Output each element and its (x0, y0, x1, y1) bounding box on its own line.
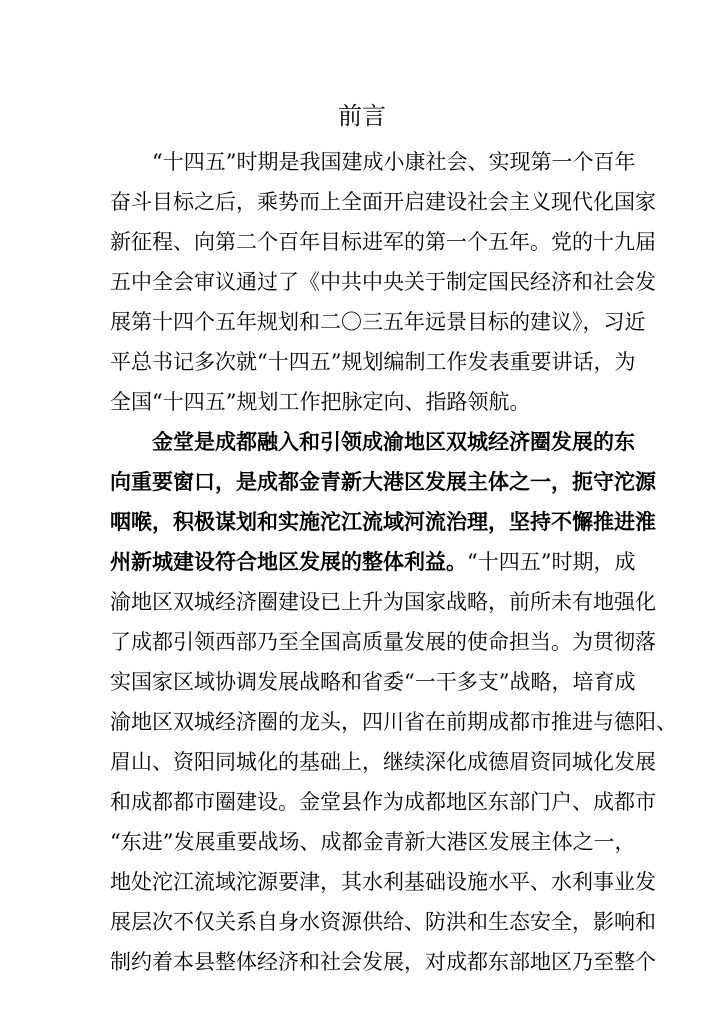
paragraph-1-line-2: 奋斗目标之后，乘势而上全面开启建设社会主义现代化国家 (110, 190, 656, 214)
paragraph-2-line-11: “东进”发展重要战场、成都金青新大港区发展主体之一， (110, 830, 636, 854)
paragraph-2-line-13: 展层次不仅关系自身水资源供给、防洪和生态安全，影响和 (110, 910, 656, 934)
paragraph-1-line-1: “十四五”时期是我国建成小康社会、实现第一个百年 (152, 150, 636, 174)
paragraph-2-line-4-bold: 州新城建设符合地区发展的整体利益。 (110, 549, 467, 574)
paragraph-1-line-6: 平总书记多次就“十四五”规划编制工作发表重要讲话，为 (110, 350, 636, 374)
paragraph-2-line-5: 渝地区双城经济圈建设已上升为国家战略，前所未有地强化 (110, 590, 656, 614)
paragraph-2-line-1: 金堂是成都融入和引领成渝地区双城经济圈发展的东 (152, 429, 635, 454)
paragraph-1-line-4: 五中全会审议通过了《中共中央关于制定国民经济和社会发 (110, 270, 656, 294)
paragraph-2-line-14: 制约着本县整体经济和社会发展，对成都东部地区乃至整个 (110, 950, 656, 974)
paragraph-2-line-6: 了成都引领西部乃至全国高质量发展的使命担当。为贯彻落 (110, 630, 656, 654)
paragraph-2-line-9: 眉山、资阳同城化的基础上，继续深化成德眉资同城化发展 (110, 750, 656, 774)
paragraph-2-line-4-tail: “十四五”时期，成 (467, 550, 636, 574)
paragraph-2-line-7: 实国家区域协调发展战略和省委“一干多支”战略，培育成 (110, 670, 636, 694)
page-title: 前言 (338, 102, 386, 130)
paragraph-2-line-4 (110, 542, 636, 582)
paragraph-1-line-7: 全国“十四五”规划工作把脉定向、指路领航。 (110, 390, 531, 414)
paragraph-2-line-10: 和成都都市圈建设。金堂县作为成都地区东部门户、成都市 (110, 790, 656, 814)
paragraph-2-line-2: 向重要窗口，是成都金青新大港区发展主体之一，扼守沱源 (110, 469, 656, 494)
paragraph-1-line-5: 展第十四个五年规划和二〇三五年远景目标的建议》，习近 (110, 310, 646, 334)
paragraph-2-line-12: 地处沱江流域沱源要津，其水利基础设施水平、水利事业发 (110, 870, 656, 894)
paragraph-2-line-8: 渝地区双城经济圈的龙头，四川省在前期成都市推进与德阳、 (110, 710, 677, 734)
paragraph-2-line-3: 咽喉，积极谋划和实施沱江流域河流治理，坚持不懈推进淮 (110, 509, 656, 534)
paragraph-1-line-3: 新征程、向第二个百年目标进军的第一个五年。党的十九届 (110, 230, 656, 254)
